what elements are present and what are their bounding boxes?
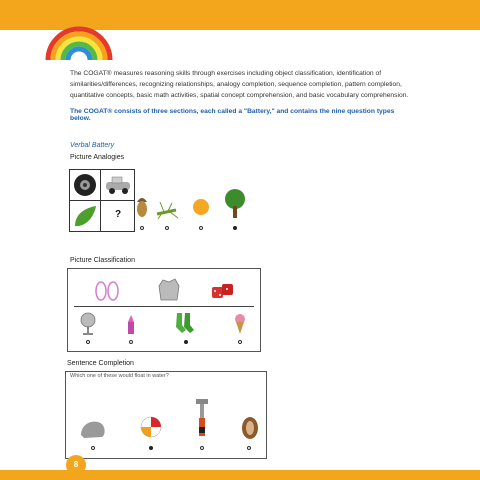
leaf-icon: [70, 201, 100, 231]
hammer-icon: [192, 398, 212, 438]
analogy-cell-unknown: [100, 200, 135, 232]
fan-icon: [78, 311, 98, 337]
ice-cream-icon: [232, 312, 248, 336]
option-radio[interactable]: [200, 446, 204, 450]
option-radio-selected[interactable]: [149, 446, 153, 450]
coconut-icon: [239, 414, 261, 442]
verbal-battery-title: Verbal Battery: [70, 142, 115, 149]
classification-divider: [74, 306, 254, 307]
question-mark: ?: [115, 209, 122, 220]
option-radio[interactable]: [129, 340, 133, 344]
page-number: 8: [66, 455, 86, 475]
option-radio[interactable]: [91, 446, 95, 450]
dice-icon: [209, 279, 237, 303]
option-radio[interactable]: [140, 226, 144, 230]
option-radio-selected[interactable]: [233, 226, 237, 230]
grasshopper-icon: [154, 200, 180, 220]
option-radio[interactable]: [199, 226, 203, 230]
picture-analogies-label: Picture Analogies: [70, 154, 125, 161]
acorn-icon: [132, 192, 152, 220]
option-radio[interactable]: [165, 226, 169, 230]
sentence-question: Which one of these would float in water?: [70, 373, 169, 379]
rainbow-icon: [44, 8, 114, 60]
picture-classification-label: Picture Classification: [70, 257, 135, 264]
intro-highlight: The COGAT® consists of three sections, each called a "Battery," and contains the nine question types below.: [70, 108, 395, 122]
option-radio-selected[interactable]: [184, 340, 188, 344]
analogy-cell-leaf: [69, 200, 101, 232]
option-radio[interactable]: [86, 340, 90, 344]
intro-paragraph: The COGAT® measures reasoning skills through exercises including object classification, identification of similarities/differences, recognizing relationships, analogy completion, sequence completion, pattern completion, quantitative concepts, basic math activities, spatial concept comprehension, and basic vocabulary comprehension.: [70, 70, 409, 100]
sentence-completion-label: Sentence Completion: [67, 360, 134, 367]
gloves-icon: [155, 276, 183, 304]
analogy-cell-tire: [69, 169, 101, 201]
flip-flops-icon: [92, 278, 122, 302]
beach-ball-icon: [138, 414, 164, 440]
tire-icon: [70, 170, 100, 200]
option-radio[interactable]: [247, 446, 251, 450]
rock-icon: [78, 415, 108, 441]
sun-orange-icon: [190, 196, 212, 218]
option-radio[interactable]: [238, 340, 242, 344]
analogy-cell-car: [100, 169, 135, 201]
car-icon: [101, 170, 134, 200]
tree-icon: [222, 188, 248, 220]
lipstick-icon: [123, 312, 139, 336]
socks-icon: [172, 310, 198, 336]
